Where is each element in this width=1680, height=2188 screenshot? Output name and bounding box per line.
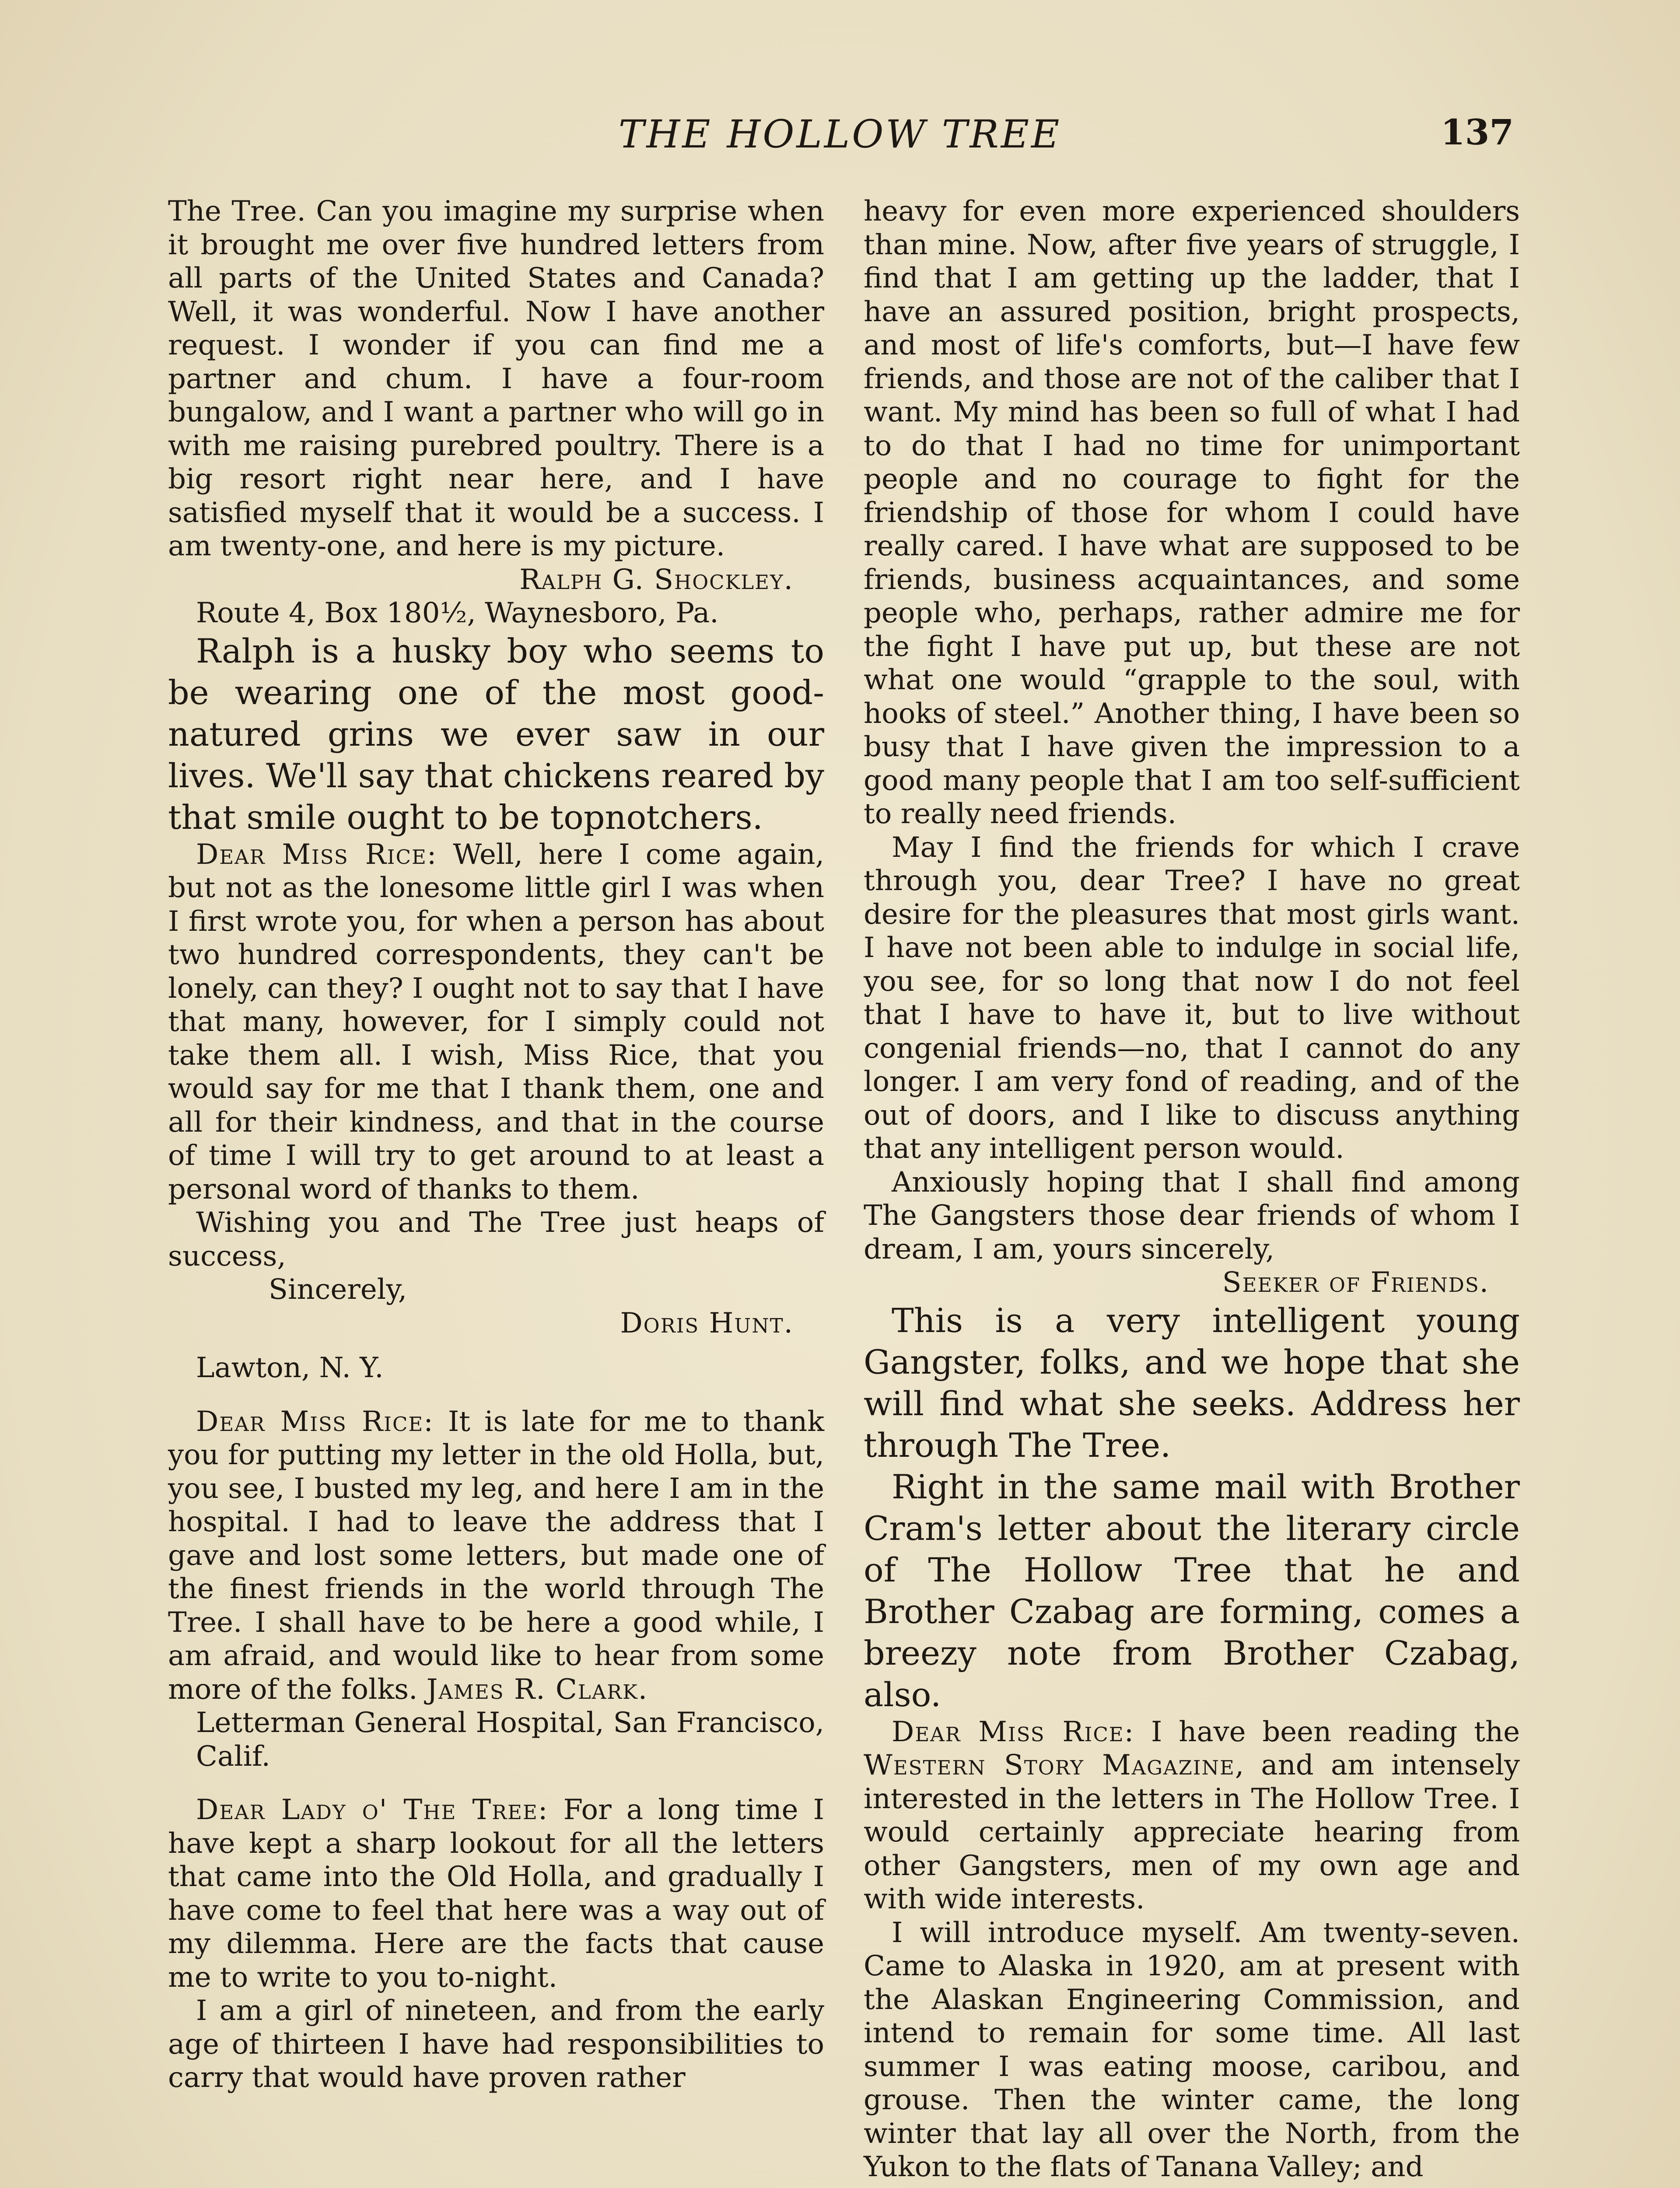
letter-salutation: Dear Lady o' The Tree: [196,1794,549,1826]
letter-signature: Ralph G. Shockley. [519,563,794,596]
letter-salutation: Dear Miss Rice: [892,1715,1135,1748]
letter-body [168,838,824,1206]
letter-body [168,1405,824,1707]
letter-text: For a long time I have kept a sharp lookout for all the letters that came into the Old Holla, and gradually I have come to feel that here was a way out of my dilemma. Here are the facts that cause me to write to you to-night. [168,1794,825,1994]
letter-text: It is late for me to thank you for putting my letter in the old Holla, but, you see, I busted my leg, and here I am in the hospital. I had to leave the address that I gave and lost some letters, but made one of the finest friends in the world through The Tree. I shall have to be here a good while, I am afraid, and would like to hear from some more of the folks. [168,1405,824,1706]
letter-salutation: Dear Miss Rice: [196,1405,434,1438]
editor-comment: This is a very intelligent young Gangster, folks, and we hope that she will find what she seeks. Address her through The Tree. [864,1301,1520,1465]
letter-address: Letterman General Hospital, San Francisco, Calif. [196,1707,824,1773]
letter-address: Route 4, Box 180½, Waynesboro, Pa. [196,597,719,629]
letter-text: Well, here I come again, but not as the lonesome little girl I was when I first wrote you, for when a person has about two hundred correspondents, they can't be lonely, can they? I ought not to say that I have that many, however, for I simply could not take them all. I wish, Miss Rice, that you would say for me that I thank them, one and all for their kindness, and that in the course of time I will try to get around to at least a personal word of thanks to them. [168,838,824,1206]
letter-body: The Tree. Can you imagine my surprise when it brought me over five hundred letters from all parts of the United States and Canada? Well, it was wonderful. Now I have another request. I wonder if you can find me a partner and chum. I have a four-room bungalow, and I want a partner who will go in with me raising purebred poultry. There is a big resort right near here, and I have satisfied myself that it would be a success. I am twenty-one, and here is my picture. [168,195,824,562]
letter-signature: James R. Clark. [426,1673,648,1706]
letter-signature: Seeker of Friends. [1222,1266,1489,1299]
letter-body: Dear Miss Rice: I have been reading the Western Story Magazine, and am intensely interested in the letters in The Hollow Tree. I would certainly appreciate hearing from other Gangsters, men of my own age and with wide interests. [864,1715,1520,1915]
letter-body: I am a girl of nineteen, and from the early age of thirteen I have had responsibilities to carry that would have proven rather [168,1995,824,2094]
page-number: 137 [1441,112,1514,153]
editor-comment: Ralph is a husky boy who seems to be wearing one of the most good-natured grins we ever saw in our lives. We'll say that chickens reared by that smile ought to be topnotchers. [168,631,824,837]
letter-body: Anxiously hoping that I shall find among The Gangsters those dear friends of whom I dream, I am, yours sincerely, [864,1166,1520,1266]
right-column [864,195,1520,2184]
letter-signature: Doris Hunt. [620,1307,794,1339]
letter-body: I will introduce myself. Am twenty-seven. Came to Alaska in 1920, am at present with the Alaskan Engineering Commission, and intend to remain for some time. All last summer I was eating moose, caribou, and grouse. Then the winter came, the long winter that lay all over the North, from the Yukon to the flats of Tanana Valley; and [864,1916,1520,2183]
running-title: THE HOLLOW TREE [618,112,1062,157]
letter-salutation: Dear Miss Rice: [196,838,438,871]
letter-body: May I find the friends for which I crave through you, dear Tree? I have no great desire for the pleasures that most girls want. I have not been able to indulge in social life, you see, for so long that now I do not feel that I have to have it, but to live without congenial friends—no, that I cannot do any longer. I am very fond of reading, and of the out of doors, and I like to discuss anything that any intelligent person would. [864,831,1520,1165]
magazine-name: Western Story Magazine [864,1749,1235,1781]
letter-closing: Sincerely, [269,1273,407,1306]
letter-body: Wishing you and The Tree just heaps of success, [168,1206,824,1273]
letter-address: Lawton, N. Y. [196,1352,384,1384]
editor-comment: Right in the same mail with Brother Cram's letter about the literary circle of The Hollow Tree that he and Brother Czabag are forming, comes a breezy note from Brother Czabag, also. [864,1467,1520,1714]
left-column [168,195,824,2095]
letter-body: heavy for even more experienced shoulders than mine. Now, after five years of struggle, I find that I am getting up the ladder, that I have an assured position, bright prospects, and most of life's comforts, but—I have few friends, and those are not of the caliber that I want. My mind has been so full of what I had to do that I had no time for unimportant people and no courage to fight for the friendship of those for whom I could have really cared. I have what are supposed to be friends, business acquaintances, and some people who, perhaps, rather admire me for the fight I have put up, but these are not what one would “grapple to the soul, with hooks of steel.” Another thing, I have been so busy that I have given the impression to a good many people that I am too self-sufficient to really need friends. [864,195,1520,830]
page-header [166,112,1514,164]
letter-body [168,1793,824,1994]
